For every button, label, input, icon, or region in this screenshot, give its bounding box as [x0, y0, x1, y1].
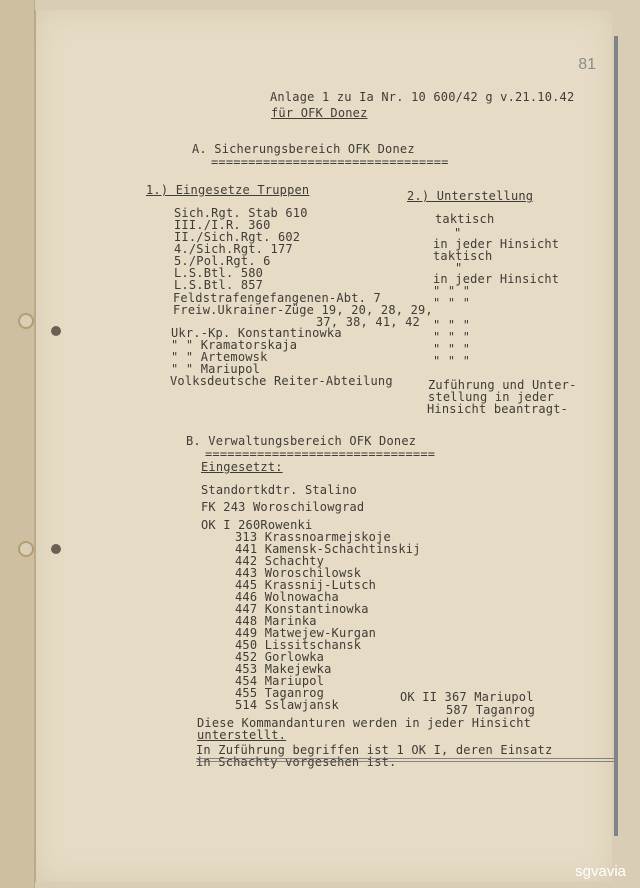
subordination-item: " " ": [433, 318, 471, 332]
document-reference-line: Anlage 1 zu Ia Nr. 10 600/42 g v.21.10.42: [270, 90, 575, 104]
administration-entry: 453 Makejewka: [235, 662, 332, 676]
troop-item: Sich.Rgt. Stab 610: [174, 206, 308, 220]
administration-entry: OK I 260Rowenki: [201, 518, 313, 532]
administration-entry: 442 Schachty: [235, 554, 325, 568]
administration-entry: 441 Kamensk-Schachtinskij: [235, 542, 421, 556]
administration-entry: 313 Krassnoarmejskoje: [235, 530, 391, 544]
subordination-item: in jeder Hinsicht: [433, 272, 560, 286]
subordination-item: " " ": [433, 330, 471, 344]
troop-item: Freiw.Ukrainer-Züge 19, 20, 28, 29,: [173, 303, 433, 317]
administration-entry: 446 Wolnowacha: [235, 590, 339, 604]
subordination-item: " " ": [433, 284, 471, 298]
ok-ii-entry-second: 587 Taganrog: [446, 703, 536, 717]
page-number: 81: [578, 56, 596, 73]
troop-item: " " Mariupol: [171, 362, 261, 376]
administration-entry: 445 Krassnij-Lutsch: [235, 578, 377, 592]
administration-entry: Standortkdtr. Stalino: [201, 483, 357, 497]
section-a-underline: ================================: [211, 155, 449, 169]
eingesetzt-label: Eingesetzt:: [201, 460, 283, 474]
part-1-heading: 1.) Eingesetze Truppen: [146, 183, 310, 197]
ok-ii-entry: OK II 367 Mariupol: [400, 690, 534, 704]
administration-entry: 447 Konstantinowka: [235, 602, 369, 616]
troop-item: Feldstrafengefangenen-Abt. 7: [173, 291, 381, 305]
deployment-note-line-2: in Schachty vorgesehen ist.: [196, 755, 397, 769]
deployment-note-line-1: In Zuführung begriffen ist 1 OK I, deren Einsatz: [196, 743, 553, 757]
subordination-item: ": [455, 261, 463, 275]
section-b-title: B. Verwaltungsbereich OFK Donez: [186, 434, 417, 448]
troop-item: L.S.Btl. 857: [174, 278, 264, 292]
administration-entry: 450 Lissitschansk: [235, 638, 362, 652]
part-2-heading: 2.) Unterstellung: [407, 189, 534, 203]
subordination-sentence-line-2: unterstellt.: [197, 728, 287, 742]
troop-item: 5./Pol.Rgt. 6: [174, 254, 271, 268]
subordination-item: stellung in jeder: [428, 390, 555, 404]
administration-entry: 454 Mariupol: [235, 674, 325, 688]
troop-item: 37, 38, 41, 42: [316, 315, 420, 329]
section-a-title: A. Sicherungsbereich OFK Donez: [192, 142, 415, 156]
section-b-underline: ===============================: [205, 447, 436, 461]
troop-item: 4./Sich.Rgt. 177: [174, 242, 293, 256]
subordination-item: " " ": [433, 296, 471, 310]
subordination-item: taktisch: [435, 212, 495, 226]
administration-entry: 514 Sslawjansk: [235, 698, 339, 712]
troop-item: L.S.Btl. 580: [174, 266, 264, 280]
subordination-item: in jeder Hinsicht: [433, 237, 560, 251]
troop-item: " " Artemowsk: [171, 350, 268, 364]
administration-entry: FK 243 Woroschilowgrad: [201, 500, 365, 514]
troop-item: " " Kramatorskaja: [171, 338, 298, 352]
subordination-item: ": [454, 226, 462, 240]
troop-item: II./Sich.Rgt. 602: [174, 230, 301, 244]
administration-entry: 452 Gorlowka: [235, 650, 325, 664]
administration-entry: 448 Marinka: [235, 614, 317, 628]
watermark-text: sgvavia: [575, 863, 626, 880]
administration-entry: 455 Taganrog: [235, 686, 325, 700]
administration-entry: 449 Matwejew-Kurgan: [235, 626, 377, 640]
subordination-item: Zuführung und Unter-: [428, 378, 577, 392]
subordination-item: taktisch: [433, 249, 493, 263]
troop-item: Volksdeutsche Reiter-Abteilung: [170, 374, 393, 388]
troop-item: III./I.R. 360: [174, 218, 271, 232]
troop-item: Ukr.-Kp. Konstantinowka: [171, 326, 342, 340]
document-recipient-line: für OFK Donez: [271, 106, 368, 120]
subordination-item: Hinsicht beantragt-: [427, 402, 569, 416]
bottom-underline-rule: [196, 758, 614, 762]
subordination-item: " " ": [433, 354, 471, 368]
administration-entry: 443 Woroschilowsk: [235, 566, 362, 580]
subordination-sentence-line-1: Diese Kommandanturen werden in jeder Hinsicht: [197, 716, 532, 730]
subordination-item: " " ": [433, 342, 471, 356]
